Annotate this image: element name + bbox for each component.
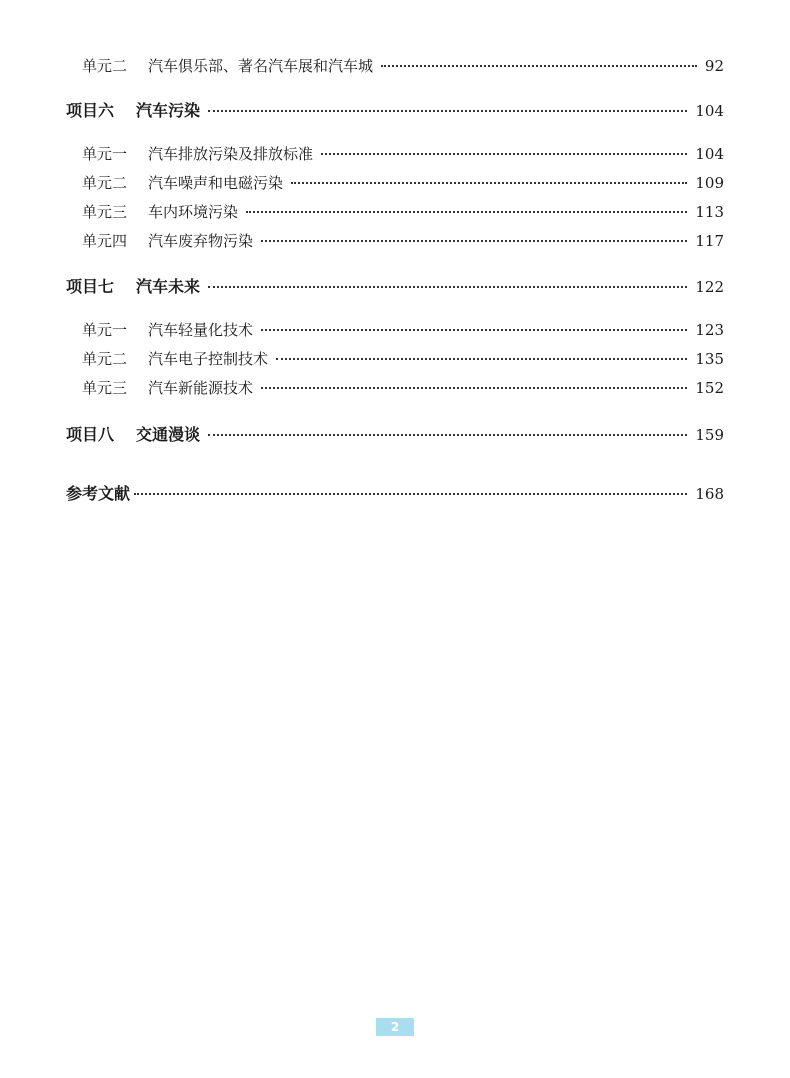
entry-title: 汽车电子控制技术 [148, 350, 269, 368]
toc-entry-project[interactable] [66, 274, 724, 298]
entry-title: 汽车污染 [136, 101, 201, 120]
dot-leader [381, 65, 697, 67]
dot-leader [261, 240, 687, 242]
entry-page-number: 117 [695, 232, 724, 250]
entry-label: 项目八 [66, 425, 115, 444]
dot-leader [208, 434, 687, 436]
dot-leader [291, 182, 687, 184]
entry-page-number: 123 [695, 321, 724, 339]
dot-leader [261, 329, 687, 331]
dot-leader [321, 153, 687, 155]
dot-leader [261, 387, 687, 389]
dot-leader [276, 358, 687, 360]
entry-page-number: 113 [695, 203, 724, 221]
entry-label: 单元一 [82, 145, 128, 163]
entry-label: 项目七 [66, 277, 115, 296]
entry-title: 车内环境污染 [148, 203, 239, 221]
entry-title: 汽车排放污染及排放标准 [148, 145, 314, 163]
entry-title: 汽车俱乐部、著名汽车展和汽车城 [148, 57, 374, 75]
toc-entry-unit[interactable] [82, 172, 724, 194]
toc-entry-unit[interactable] [82, 377, 724, 399]
entry-page-number: 104 [695, 102, 724, 120]
references-page-number: 168 [695, 485, 724, 503]
dot-leader [208, 286, 687, 288]
entry-label: 项目六 [66, 101, 115, 120]
entry-title: 汽车新能源技术 [148, 379, 254, 397]
entry-label: 单元四 [82, 232, 128, 250]
entry-label: 单元二 [82, 174, 128, 192]
entry-page-number: 135 [695, 350, 724, 368]
entry-label: 单元三 [82, 203, 128, 221]
toc-entry-references[interactable] [66, 481, 724, 505]
entry-label: 单元一 [82, 321, 128, 339]
entry-page-number: 159 [695, 426, 724, 444]
references-title: 参考文献 [66, 484, 131, 503]
toc-entry-project[interactable] [66, 422, 724, 446]
dot-leader [208, 110, 687, 112]
toc-entry-project[interactable] [66, 98, 724, 122]
entry-page-number: 109 [695, 174, 724, 192]
dot-leader [246, 211, 687, 213]
toc-entry-unit[interactable] [82, 55, 724, 77]
entry-title: 汽车废弃物污染 [148, 232, 254, 250]
toc-entry-unit[interactable] [82, 348, 724, 370]
entry-title: 汽车未来 [136, 277, 201, 296]
entry-label: 单元二 [82, 350, 128, 368]
entry-title: 汽车噪声和电磁污染 [148, 174, 284, 192]
toc-entry-unit[interactable] [82, 230, 724, 252]
page-number-badge: 2 [376, 1018, 414, 1036]
toc-entry-unit[interactable] [82, 143, 724, 165]
entry-title: 汽车轻量化技术 [148, 321, 254, 339]
entry-page-number: 122 [695, 278, 724, 296]
toc-entry-unit[interactable] [82, 319, 724, 341]
entry-page-number: 92 [704, 57, 724, 75]
toc-entry-unit[interactable] [82, 201, 724, 223]
entry-page-number: 104 [695, 145, 724, 163]
entry-label: 单元二 [82, 57, 128, 75]
dot-leader [134, 493, 687, 495]
entry-label: 单元三 [82, 379, 128, 397]
entry-title: 交通漫谈 [136, 425, 201, 444]
entry-page-number: 152 [695, 379, 724, 397]
